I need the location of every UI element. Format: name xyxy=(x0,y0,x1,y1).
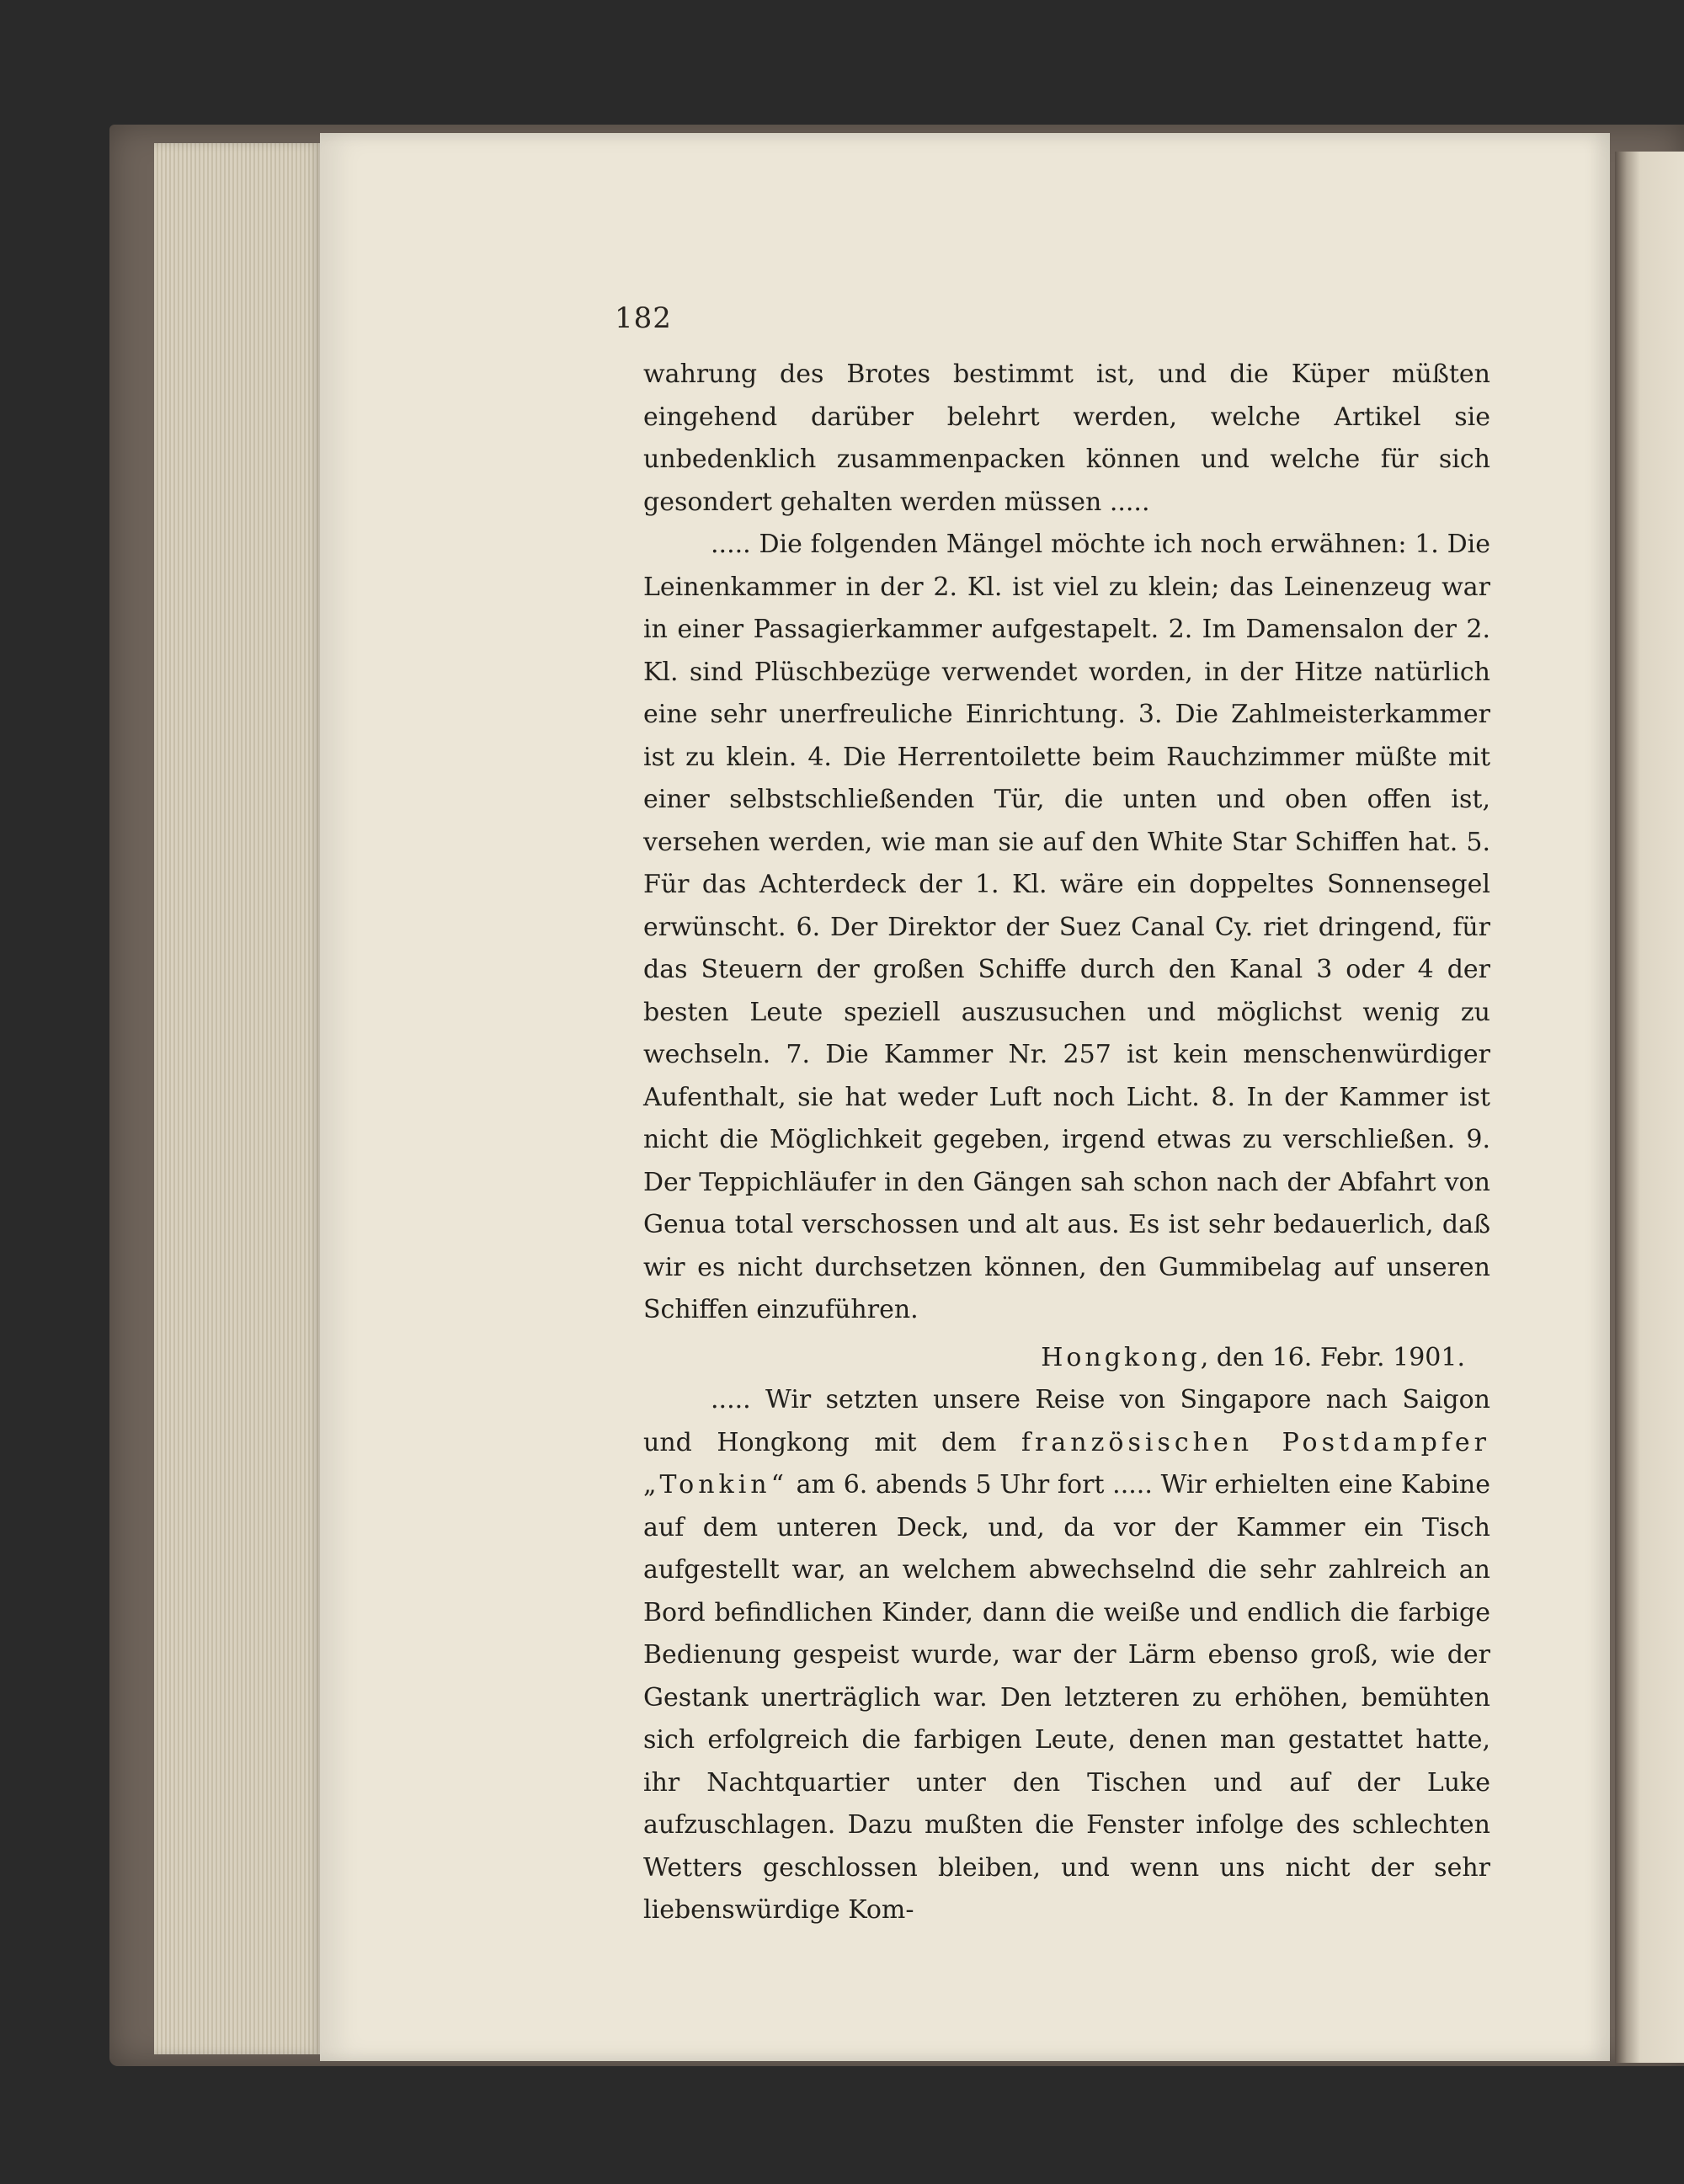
book-page xyxy=(320,133,1610,2061)
voyage-text-rest: am 6. abends 5 Uhr fort ..... Wir erhielten eine Kabine auf dem unteren Deck, und, da vor der Kammer ein Tisch aufgestellt war, an welchem abwechselnd die sehr zahlreich an Bord befindlichen Kinder, dann die weiße und endlich die farbige Bedienung gespeist wurde, war der Lärm ebenso groß, wie der Gestank unerträglich war. Den letzteren zu erhöhen, bemühten sich erfolgreich die farbigen Leute, denen man gestattet hatte, ihr Nachtquartier unter den Tischen und auf der Luke aufzuschlagen. Dazu mußten die Fenster infolge des schlechten Wetters geschlossen bleiben, und wenn uns nicht der sehr liebenswürdige Kom- xyxy=(643,1470,1490,1925)
paragraph-voyage xyxy=(643,1379,1490,1932)
ship-name: „Tonkin“ xyxy=(643,1470,788,1500)
voyage-text-spaced: französischen Postdampfer xyxy=(1021,1427,1490,1457)
paragraph-defects: ..... Die folgenden Mängel möchte ich noch erwähnen: 1. Die Leinenkammer in der 2. Kl. ist viel zu klein; das Leinenzeug war in einer Passagierkammer aufgestapelt. 2. Im Damensalon der 2. Kl. sind Plüschbezüge verwendet worden, in der Hitze natürlich eine sehr unerfreuliche Einrichtung. 3. Die Zahlmeisterkammer ist zu klein. 4. Die Herrentoilette beim Rauchzimmer müßte mit einer selbstschließenden Tür, die unten und oben offen ist, versehen werden, wie man sie auf den White Star Schiffen hat. 5. Für das Achterdeck der 1. Kl. wäre ein doppeltes Sonnensegel erwünscht. 6. Der Direktor der Suez Canal Cy. riet dringend, für das Steuern der großen Schiffe durch den Kanal 3 oder 4 der besten Leute speziell auszusuchen und möglichst wenig zu wechseln. 7. Die Kammer Nr. 257 ist kein menschenwürdiger Aufenthalt, sie hat weder Luft noch Licht. 8. In der Kammer ist nicht die Möglichkeit gegeben, irgend etwas zu verschließen. 9. Der Teppichläufer in den Gängen sah schon nach der Abfahrt von Genua total verschossen und alt aus. Es ist sehr bedauerlich, daß wir es nicht durchsetzen können, den Gummibelag auf unseren Schiffen einzuführen. xyxy=(643,530,1490,1324)
page-number: 182 xyxy=(615,301,672,335)
facing-page xyxy=(1615,152,1684,2063)
dateline xyxy=(643,1337,1490,1380)
dateline-place: Hongkong xyxy=(1041,1342,1201,1372)
dateline-date: , den 16. Febr. 1901. xyxy=(1200,1342,1465,1372)
paragraph-continuation: wahrung des Brotes bestimmt ist, und die Küper müßten eingehend darüber belehrt werden, welche Artikel sie unbedenklich zusammenpacken können und welche für sich gesondert gehalten werden müssen ..... xyxy=(643,360,1490,517)
body-text xyxy=(643,354,1490,1932)
page-edges xyxy=(154,143,322,2054)
voyage-text-start: ..... Wir setzten unsere Reise von Singapore nach Saigon und Hongkong mit dem xyxy=(643,1385,1490,1457)
